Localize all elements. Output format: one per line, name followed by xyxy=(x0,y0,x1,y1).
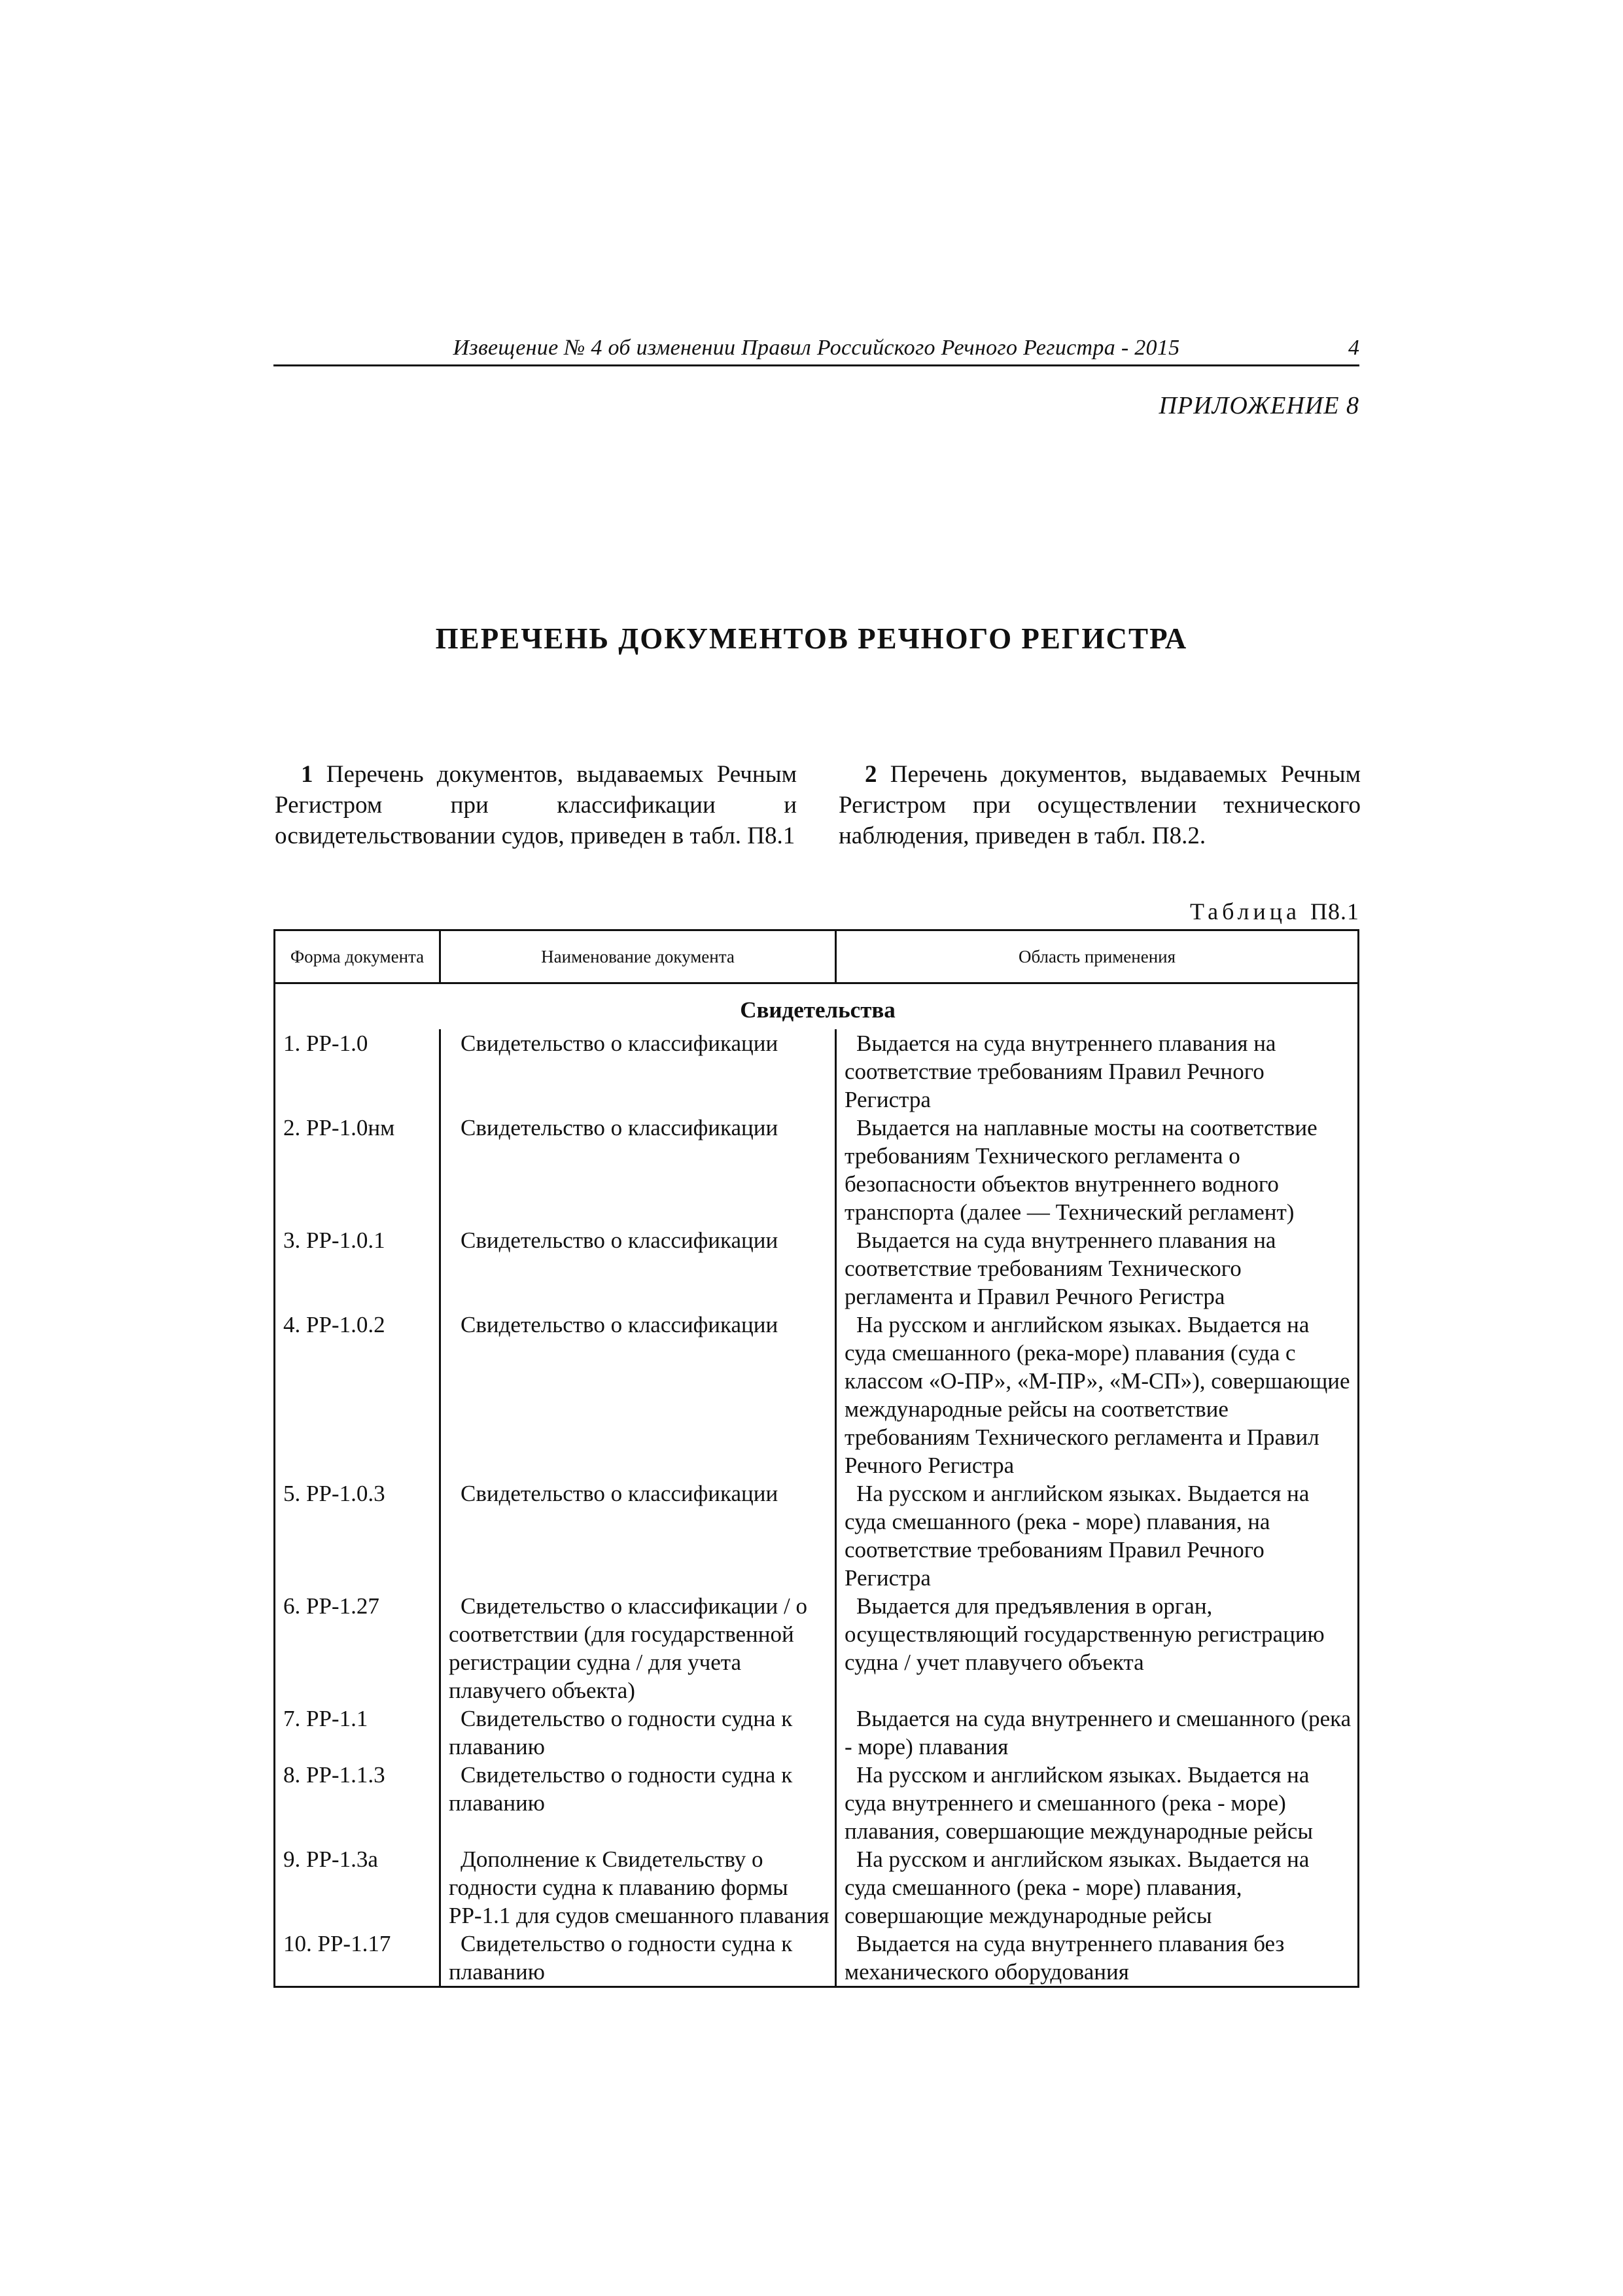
table-row xyxy=(275,1029,1359,1114)
form-cell: 10. РР-1.17 xyxy=(275,1930,440,1987)
scope-cell: На русском и английском языках. Выдается на суда внутреннего и смешанного (река - море) плавания, совершающие международные рейсы xyxy=(836,1761,1359,1845)
form-cell: 7. РР-1.1 xyxy=(275,1704,440,1761)
name-cell: Свидетельство о годности судна к плаванию xyxy=(440,1930,836,1987)
scope-cell: Выдается на наплавные мосты на соответствие требованиям Технического регламента о безопасности объектов внутреннего водного транспорта (далее — Технический регламент) xyxy=(836,1114,1359,1226)
scope-cell: На русском и английском языках. Выдается на суда смешанного (река-море) плавания (суда с классом «О-ПР», «М-ПР», «М-СП»), совершающие международные рейсы на соответствие требованиям Технического регламента и Правил Речного Регистра xyxy=(836,1311,1359,1479)
documents-table xyxy=(273,929,1359,1988)
table-caption-code: П8.1 xyxy=(1310,898,1359,925)
form-cell: 1. РР-1.0 xyxy=(275,1029,440,1114)
page-header xyxy=(273,330,1359,366)
form-cell: 8. РР-1.1.3 xyxy=(275,1761,440,1845)
name-cell: Свидетельство о классификации xyxy=(440,1479,836,1592)
table-row xyxy=(275,1592,1359,1704)
table-row xyxy=(275,1704,1359,1761)
form-cell: 6. РР-1.27 xyxy=(275,1592,440,1704)
paragraph-number: 2 xyxy=(865,761,877,788)
scope-cell: Выдается на суда внутреннего плавания без механического оборудования xyxy=(836,1930,1359,1987)
scope-cell: Выдается на суда внутреннего и смешанного (река - море) плавания xyxy=(836,1704,1359,1761)
paragraph-text: Перечень документов, выдаваемых Речным Регистром при классификации и освидетельствовании судов, приведен в табл. П8.1 xyxy=(275,761,797,849)
form-cell: 5. РР-1.0.3 xyxy=(275,1479,440,1592)
table-caption-word: Таблица xyxy=(1190,898,1300,925)
scope-cell: На русском и английском языках. Выдается на суда смешанного (река - море) плавания, на соответствие требованиям Правил Речного Регистра xyxy=(836,1479,1359,1592)
name-cell: Свидетельство о годности судна к плаванию xyxy=(440,1704,836,1761)
name-cell: Свидетельство о классификации xyxy=(440,1311,836,1479)
scope-cell: Выдается на суда внутреннего плавания на соответствие требованиям Правил Речного Регистра xyxy=(836,1029,1359,1114)
name-cell: Свидетельство о годности судна к плаванию xyxy=(440,1761,836,1845)
table-row xyxy=(275,1479,1359,1592)
table-row xyxy=(275,1226,1359,1311)
table-header-row xyxy=(275,930,1359,983)
name-cell: Свидетельство о классификации / о соответствии (для государственной регистрации судна / для учета плавучего объекта) xyxy=(440,1592,836,1704)
name-cell: Свидетельство о классификации xyxy=(440,1226,836,1311)
form-cell: 3. РР-1.0.1 xyxy=(275,1226,440,1311)
header-scope: Область применения xyxy=(836,930,1359,983)
paragraph-2 xyxy=(839,759,1361,851)
page-number: 4 xyxy=(1348,336,1359,360)
table-row xyxy=(275,1845,1359,1930)
section-title: Свидетельства xyxy=(275,983,1359,1030)
form-cell: 9. РР-1.3а xyxy=(275,1845,440,1930)
header-name: Наименование документа xyxy=(440,930,836,983)
table-row xyxy=(275,1930,1359,1987)
scope-cell: Выдается для предъявления в орган, осуществляющий государственную регистрацию судна / учет плавучего объекта xyxy=(836,1592,1359,1704)
header-form: Форма документа xyxy=(275,930,440,983)
table-caption xyxy=(1190,898,1359,925)
form-cell: 2. РР-1.0нм xyxy=(275,1114,440,1226)
paragraph-text: Перечень документов, выдаваемых Речным Регистром при осуществлении технического наблюдения, приведен в табл. П8.2. xyxy=(839,761,1361,849)
name-cell: Свидетельство о классификации xyxy=(440,1029,836,1114)
paragraph-number: 1 xyxy=(301,761,313,788)
scope-cell: На русском и английском языках. Выдается на суда смешанного (река - море) плавания, совершающие международные рейсы xyxy=(836,1845,1359,1930)
table-row xyxy=(275,1114,1359,1226)
header-title: Извещение № 4 об изменении Правил Российского Речного Регистра - 2015 xyxy=(453,336,1180,360)
table-row xyxy=(275,1761,1359,1845)
name-cell: Дополнение к Свидетельству о годности судна к плаванию формы РР-1.1 для судов смешанного плавания xyxy=(440,1845,836,1930)
table-row xyxy=(275,1311,1359,1479)
name-cell: Свидетельство о классификации xyxy=(440,1114,836,1226)
section-row xyxy=(275,983,1359,1030)
paragraph-1 xyxy=(275,759,797,851)
form-cell: 4. РР-1.0.2 xyxy=(275,1311,440,1479)
scope-cell: Выдается на суда внутреннего плавания на соответствие требованиям Технического регламента и Правил Речного Регистра xyxy=(836,1226,1359,1311)
document-title: ПЕРЕЧЕНЬ ДОКУМЕНТОВ РЕЧНОГО РЕГИСТРА xyxy=(435,622,1188,655)
appendix-label: ПРИЛОЖЕНИЕ 8 xyxy=(1159,392,1359,419)
